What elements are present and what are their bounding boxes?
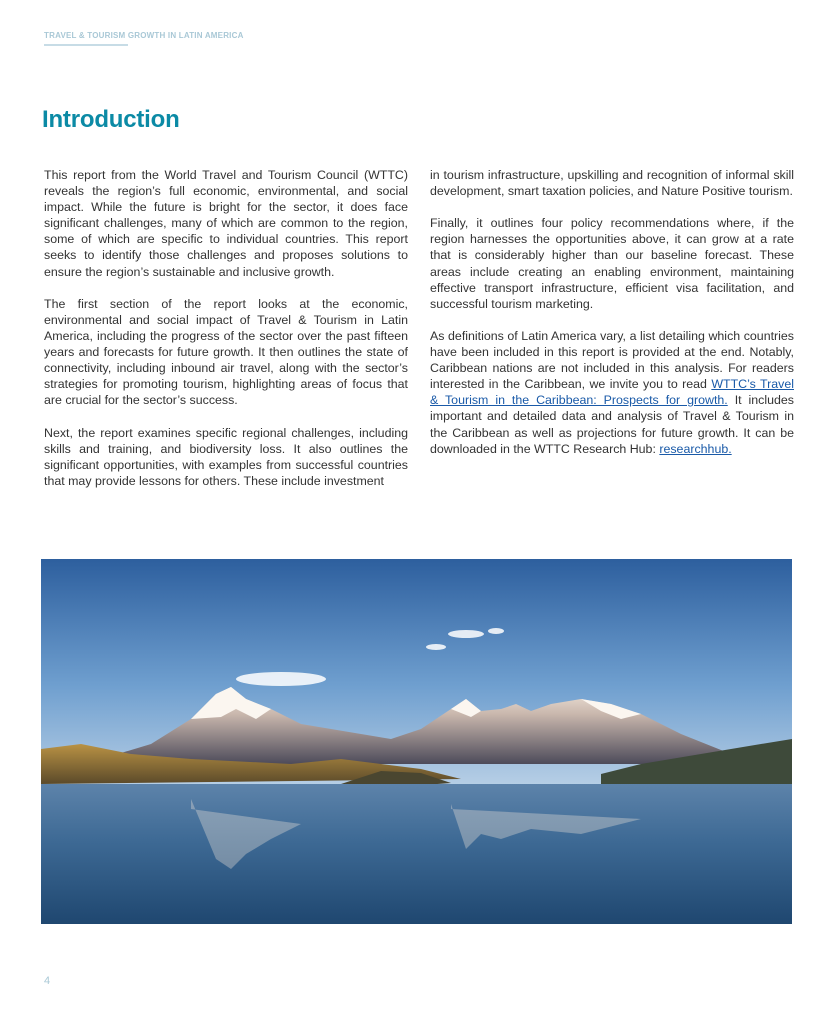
right-paragraph-3-text-cont: It includes important and detailed data and analysis of Travel & Tourism in the Caribbean as well as projections for future growth. It can be downloaded in the WTTC Research Hub: [430, 393, 794, 456]
left-paragraph-2: The first section of the report looks at the economic, environmental and social impact of Travel & Tourism in Latin America, including the progress of the sector over the past fifteen years and forecasts for future growth. It then outlines the state of connectivity, including inbound air travel, along with the sector’s strategies for promoting tourism, highlighting areas of focus that are crucial for the sector’s success. [44, 296, 408, 408]
right-paragraph-3-text: As definitions of Latin America vary, a list detailing which countries have been included in this report is provided at the end. Notably, Caribbean nations are not included in this analysis. For readers interested in the Caribbean, we invite you to read [430, 328, 794, 392]
right-paragraph-1: in tourism infrastructure, upskilling and recognition of informal skill development, smart taxation policies, and Nature Positive tourism. [430, 168, 794, 199]
right-column [430, 167, 794, 473]
page-number: 4 [44, 975, 51, 987]
researchhub-link[interactable]: researchhub. [659, 441, 732, 456]
lake [41, 784, 792, 924]
mountain-lake-illustration [41, 559, 792, 924]
page-title: Introduction [42, 106, 180, 133]
header-divider [44, 44, 128, 46]
left-paragraph-3: Next, the report examines specific regional challenges, including skills and training, and biodiversity loss. It also outlines the significant opportunities, with examples from successful countries that may provide lessons for others. These include investment [44, 425, 408, 488]
right-paragraph-3 [430, 328, 794, 457]
caribbean-report-link[interactable]: WTTC’s Travel & Tourism in the Caribbean: Prospects for growth. [430, 377, 794, 408]
landscape-photo [41, 559, 792, 924]
running-header: TRAVEL & TOURISM GROWTH IN LATIN AMERICA [44, 31, 244, 40]
right-paragraph-2: Finally, it outlines four policy recommendations where, if the region harnesses the opportunities above, it can grow at a rate that is considerably higher than our baseline forecast. These areas include creating an enabling environment, maintaining effective transport infrastructure, efficient visa facilitation, and successful tourism marketing. [430, 216, 794, 311]
left-paragraph-1: This report from the World Travel and Tourism Council (WTTC) reveals the region’s full economic, environmental, and social impact. While the future is bright for the sector, it does face significant challenges, many of which are common to the region, some of which are specific to individual countries. This report seeks to identify those challenges and proposes solutions to ensure the region’s sustainable and inclusive growth. [44, 168, 408, 279]
left-column [44, 167, 408, 505]
